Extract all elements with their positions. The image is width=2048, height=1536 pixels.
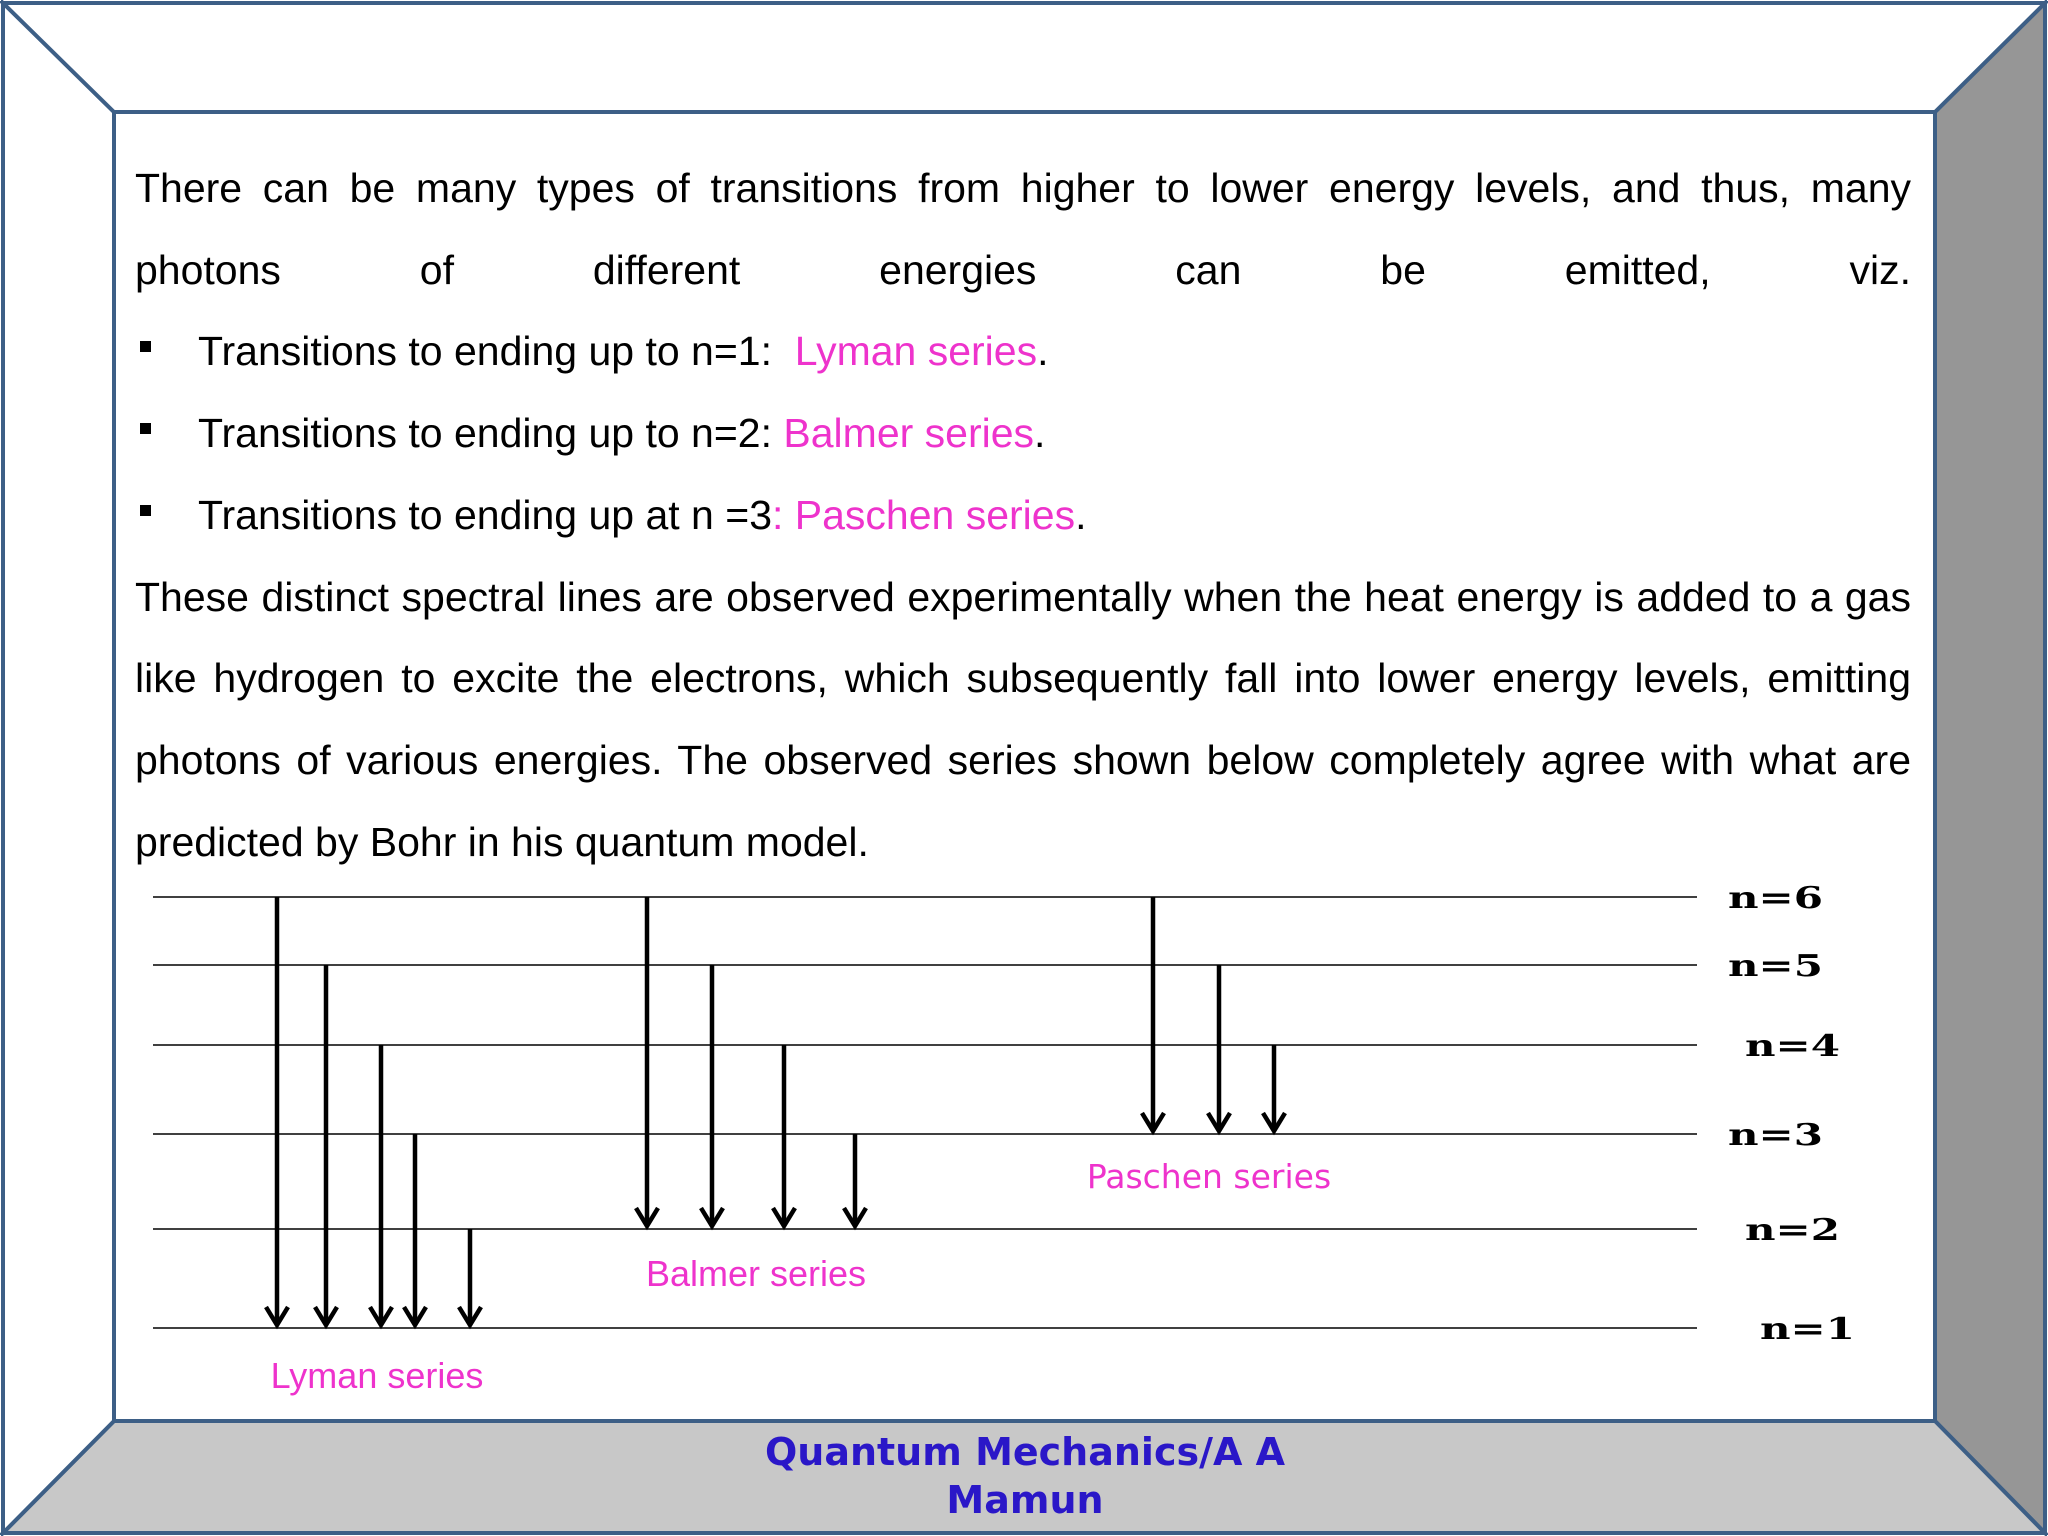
series-label: Paschen series — [1086, 1157, 1332, 1196]
bullet-text: Transitions to ending up at n =3 — [198, 491, 772, 538]
energy-level-label: n=4 — [1745, 1029, 1840, 1064]
footer-line-2: Mamun — [946, 1478, 1104, 1522]
intro-text: There can be many types of transitions from higher to lower energy levels, and thus, many photons of different energies can be emitted, viz. — [135, 165, 1911, 293]
series-labels — [271, 1157, 1332, 1396]
energy-level-label: n=1 — [1760, 1312, 1855, 1347]
bullet-series-name: Lyman series — [794, 328, 1038, 375]
bullet-text: Transitions to ending up to n=1: — [198, 328, 795, 375]
series-label: Balmer series — [645, 1253, 867, 1294]
bullet-end: . — [1075, 491, 1087, 538]
bullet-text: Transitions to ending up to n=2: — [198, 410, 784, 457]
energy-levels — [153, 881, 1855, 1347]
energy-level-label: n=3 — [1728, 1118, 1823, 1153]
energy-level-label: n=5 — [1728, 949, 1823, 984]
footer-caption — [700, 1428, 1350, 1524]
bullet-end: . — [1034, 410, 1046, 457]
footer-line-1: Quantum Mechanics/A A — [764, 1430, 1286, 1474]
bullet-end: . — [1037, 328, 1049, 375]
bullet-series-name: Balmer series — [783, 410, 1035, 457]
energy-level-label: n=2 — [1745, 1213, 1840, 1248]
conclusion-text: These distinct spectral lines are observed experimentally when the heat energy is added to a gas like hydrogen to excite the electrons, which subsequently fall into lower energy levels, emitting photons of various energies. The observed series shown below completely agree with what are predicted by Bohr in his quantum model. — [135, 573, 1911, 865]
bullet-series-name: : Paschen series — [772, 491, 1076, 538]
energy-level-label: n=6 — [1728, 881, 1823, 916]
series-label: Lyman series — [270, 1355, 484, 1396]
